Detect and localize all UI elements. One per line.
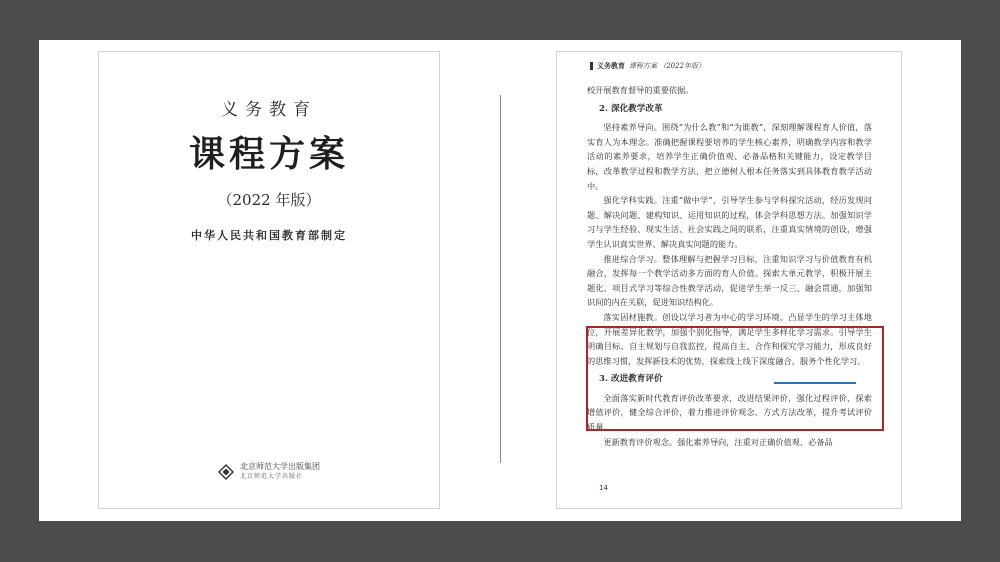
page-divider [500,95,501,463]
running-head-mark [590,62,593,70]
book-spread [39,40,961,521]
running-head [590,61,705,71]
highlight-box [586,326,884,431]
underline-annotation [774,382,856,384]
paragraph: 强化学科实践。注重“做中学”，引导学生参与学科探究活动，经历发现问题、解决问题、建构知识、运用知识的过程，体会学科思想方法。加强知识学习与学生经验、现实生活、社会实践之间的联系，注重真实情境的创设，增强学生认识真实世界、解决真实问题的能力。 [587,195,872,249]
cover-series-title: 义务教育 [221,100,317,120]
paragraph: 更新教育评价观念。强化素养导向，注重对正确价值观、必备品 [603,436,833,447]
running-head-title: 义务教育 [597,61,625,70]
section-heading: 3. 改进教育评价 [599,374,663,385]
cover-issuer: 中华人民共和国教育部制定 [191,229,347,242]
publisher-block [99,462,439,482]
publisher-subname: 北京师范大学出版社 [240,473,304,480]
publisher-logo-icon [218,464,234,480]
publisher-name: 北京师范大学出版集团 [240,462,320,471]
paragraph: 坚持素养导向。围绕“为什么教”和“为谁教”，深刻理解课程育人价值，落实育人为本理念。准确把握课程要培养的学生核心素养，明确教学内容和教学活动的素养要求，培养学生正确价值观、必备品格和关键能力，设定教学目标，改革教学过程和教学方法，把立德树人根本任务落实到具体教育教学活动中。 [587,122,872,191]
page-number: 14 [599,484,608,492]
intro-line: 校开展教育督导的重要依据。 [587,85,694,95]
paragraph: 推进综合学习。整体理解与把握学习目标，注重知识学习与价值教育有机融合，发挥每一个教学活动多方面的育人价值。探索大单元教学，积极开展主题化、项目式学习等综合性教学活动，促进学生举一反三、融会贯通，加强知识间的内在关联，促进知识结构化。 [587,253,872,308]
running-head-subtitle: 课程方案 （2022年版） [629,62,706,70]
cover-main-title: 课程方案 [188,133,349,175]
highlighted-paragraph: 落实因材施教。创设以学习者为中心的学习环境，凸显学生的学习主体地位，开展差异化教学，加强个别化指导，满足学生多样化学习需求。引导学生明确目标、自主规划与自我监控，提高自主、合作和探究学习能力，形成良好的思维习惯，发挥新技术的优势，探索线上线下深度融合，服务个性化学习。 [587,311,872,366]
cover-edition: （2022 年版） [217,191,321,209]
cover-page [98,51,440,509]
section-heading: 2. 深化教学改革 [599,103,663,114]
inner-page [556,51,902,509]
paragraph: 全面落实新时代教育评价改革要求，改进结果评价，强化过程评价，探索增值评价，健全综合评价，着力推进评价观念、方式方法改革，提升考试评价质量。 [587,392,872,433]
